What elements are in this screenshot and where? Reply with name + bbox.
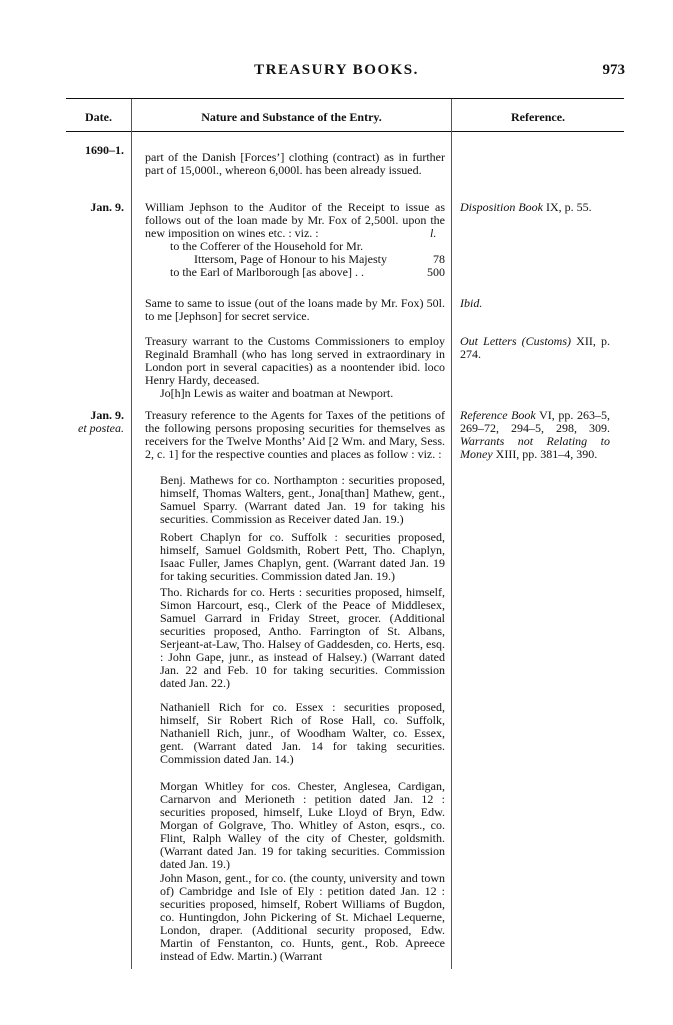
list-item-text: to the Cofferer of the Household for Mr. — [170, 239, 364, 253]
sub-entry: Tho. Richards for co. Herts : securities proposed, himself, Simon Harcourt, esq., Clerk of the Peace of Middlesex, Samuel Garrard in Friday Street, grocer. (Additional securities proposed, Antho. Farrington of St. Albans, Serjeant-at-Law, Tho. Halsey of Gaddesden, co. Herts, esq. : John Gape, junr., as instead of Halsey.) (Warrant dated Jan. 22 and Feb. 10 for taking securities. Commission dated Jan. 22.) — [160, 585, 445, 690]
unit-label: l. — [430, 226, 437, 240]
header-rule — [66, 131, 624, 132]
entry-reference — [460, 409, 610, 461]
top-rule — [66, 98, 624, 99]
reference-detail: XIII, pp. 381–4, 390. — [495, 447, 598, 461]
reference-detail: XII, p. 274. — [460, 334, 610, 361]
column-header-nature: Nature and Substance of the Entry. — [201, 110, 382, 124]
reference-title: Reference Book — [460, 408, 536, 422]
reference-title: Out Letters (Customs) — [460, 334, 571, 348]
entry-text: Jo[h]n Lewis as waiter and boatman at Newport. — [160, 386, 394, 400]
page-number: 973 — [602, 62, 625, 78]
sub-entry: Benj. Mathews for co. Northampton : securities proposed, himself, Thomas Walters, gent., Jona[than] Mathew, gent., Samuel Sparry. (Warrant dated Jan. 19 for taking his securities. Commission as Receiver dated Jan. 19.) — [160, 473, 445, 526]
sub-entry: Robert Chaplyn for co. Suffolk : securities proposed, himself, Samuel Goldsmith, Robert Pett, Tho. Chaplyn, Isaac Fuller, James Chaplyn, gent. (Warrant dated Jan. 19 for taking securities. Commission dated Jan. 19.) — [160, 530, 445, 583]
column-header-date: Date. — [85, 110, 112, 124]
column-header-reference: Reference. — [510, 110, 566, 124]
entry-reference: Ibid. — [460, 296, 483, 310]
reference-title: Disposition Book — [460, 200, 543, 214]
list-item-amount: 500 — [427, 265, 445, 279]
entry-date-main: Jan. 9. — [90, 408, 124, 422]
list-item-amount: 78 — [433, 252, 445, 266]
entry-text: part of the Danish [Forces’] clothing (contract) as in further part of 15,000l., whereon 6,000l. has been already issued. — [145, 150, 445, 177]
entry-reference — [460, 201, 610, 214]
column-divider-left — [131, 99, 132, 969]
entry-date-sub: et postea. — [78, 421, 124, 435]
sub-entry: Morgan Whitley for cos. Chester, Anglesea, Cardigan, Carnarvon and Merioneth : petition dated Jan. 12 : securities proposed, himself, Luke Lloyd of Bryn, Edw. Morgan of Golgrave, Tho. Whitley of Aston, esqrs., co. Flint, Ralph Walley of the city of Chester, goldsmith. (Warrant dated Jan. 19 for taking securities. Commission dated Jan. 19.) — [160, 779, 445, 871]
entry-text: Same to same to issue (out of the loans made by Mr. Fox) 50l. to me [Jephson] for secret service. — [145, 296, 445, 323]
sub-entry: John Mason, gent., for co. (the county, university and town of) Cambridge and Isle of Ely : petition dated Jan. 12 : securities proposed, himself, Robert Williams of Bugdon, co. Huntingdon, John Pickering of St. Michael Lequerne, London, draper. (Additional security proposed, Edw. Martin of Fenstanton, co. Hunts, gent., Rob. Apreece instead of Edw. Martin.) (Warrant — [160, 871, 445, 963]
page-title: TREASURY BOOKS. — [254, 62, 419, 78]
list-item — [170, 240, 445, 279]
entry-text-body: William Jephson to the Auditor of the Receipt to issue as follows out of the loan made by Mr. Fox of 2,500l. upon the new imposition on wines etc. : viz. : — [145, 200, 445, 240]
reference-detail: IX, p. 55. — [546, 200, 592, 214]
entry-text: Treasury reference to the Agents for Taxes of the petitions of the following persons proposing securities for themselves as receivers for the Twelve Months’ Aid [2 Wm. and Mary, Sess. 2, c. 1] for the respective counties and places as follow : viz. : — [145, 408, 445, 461]
reference-detail: VI, pp. 263–5, 269–72, 294–5, 298, 309. — [460, 408, 610, 435]
column-divider-right — [451, 99, 452, 969]
list-item-text: Ittersom, Page of Honour to his Majesty — [194, 252, 387, 266]
entry-text: Treasury warrant to the Customs Commissioners to employ Reginald Bramhall (who has long served in extraordinary in London port in several capacities) as a noontender ibid. loco Henry Hardy, deceased. — [145, 334, 445, 387]
entry-reference — [460, 335, 610, 361]
entry-date: 1690–1. — [85, 143, 124, 157]
entry-text — [145, 201, 445, 240]
reference-title: Warrants not Relating to Money — [460, 434, 610, 461]
sub-entry: Nathaniell Rich for co. Essex : securities proposed, himself, Sir Robert Rich of Rose Hall, co. Suffolk, Nathaniell Rich, junr., of Woodham Walter, co. Essex, gent. (Warrant dated Jan. 14 for taking securities. Commission dated Jan. 14.) — [160, 700, 445, 766]
list-item-text: to the Earl of Marlborough [as above] . . — [170, 265, 364, 279]
entry-date: Jan. 9. — [90, 200, 124, 214]
entry-date — [66, 409, 124, 435]
